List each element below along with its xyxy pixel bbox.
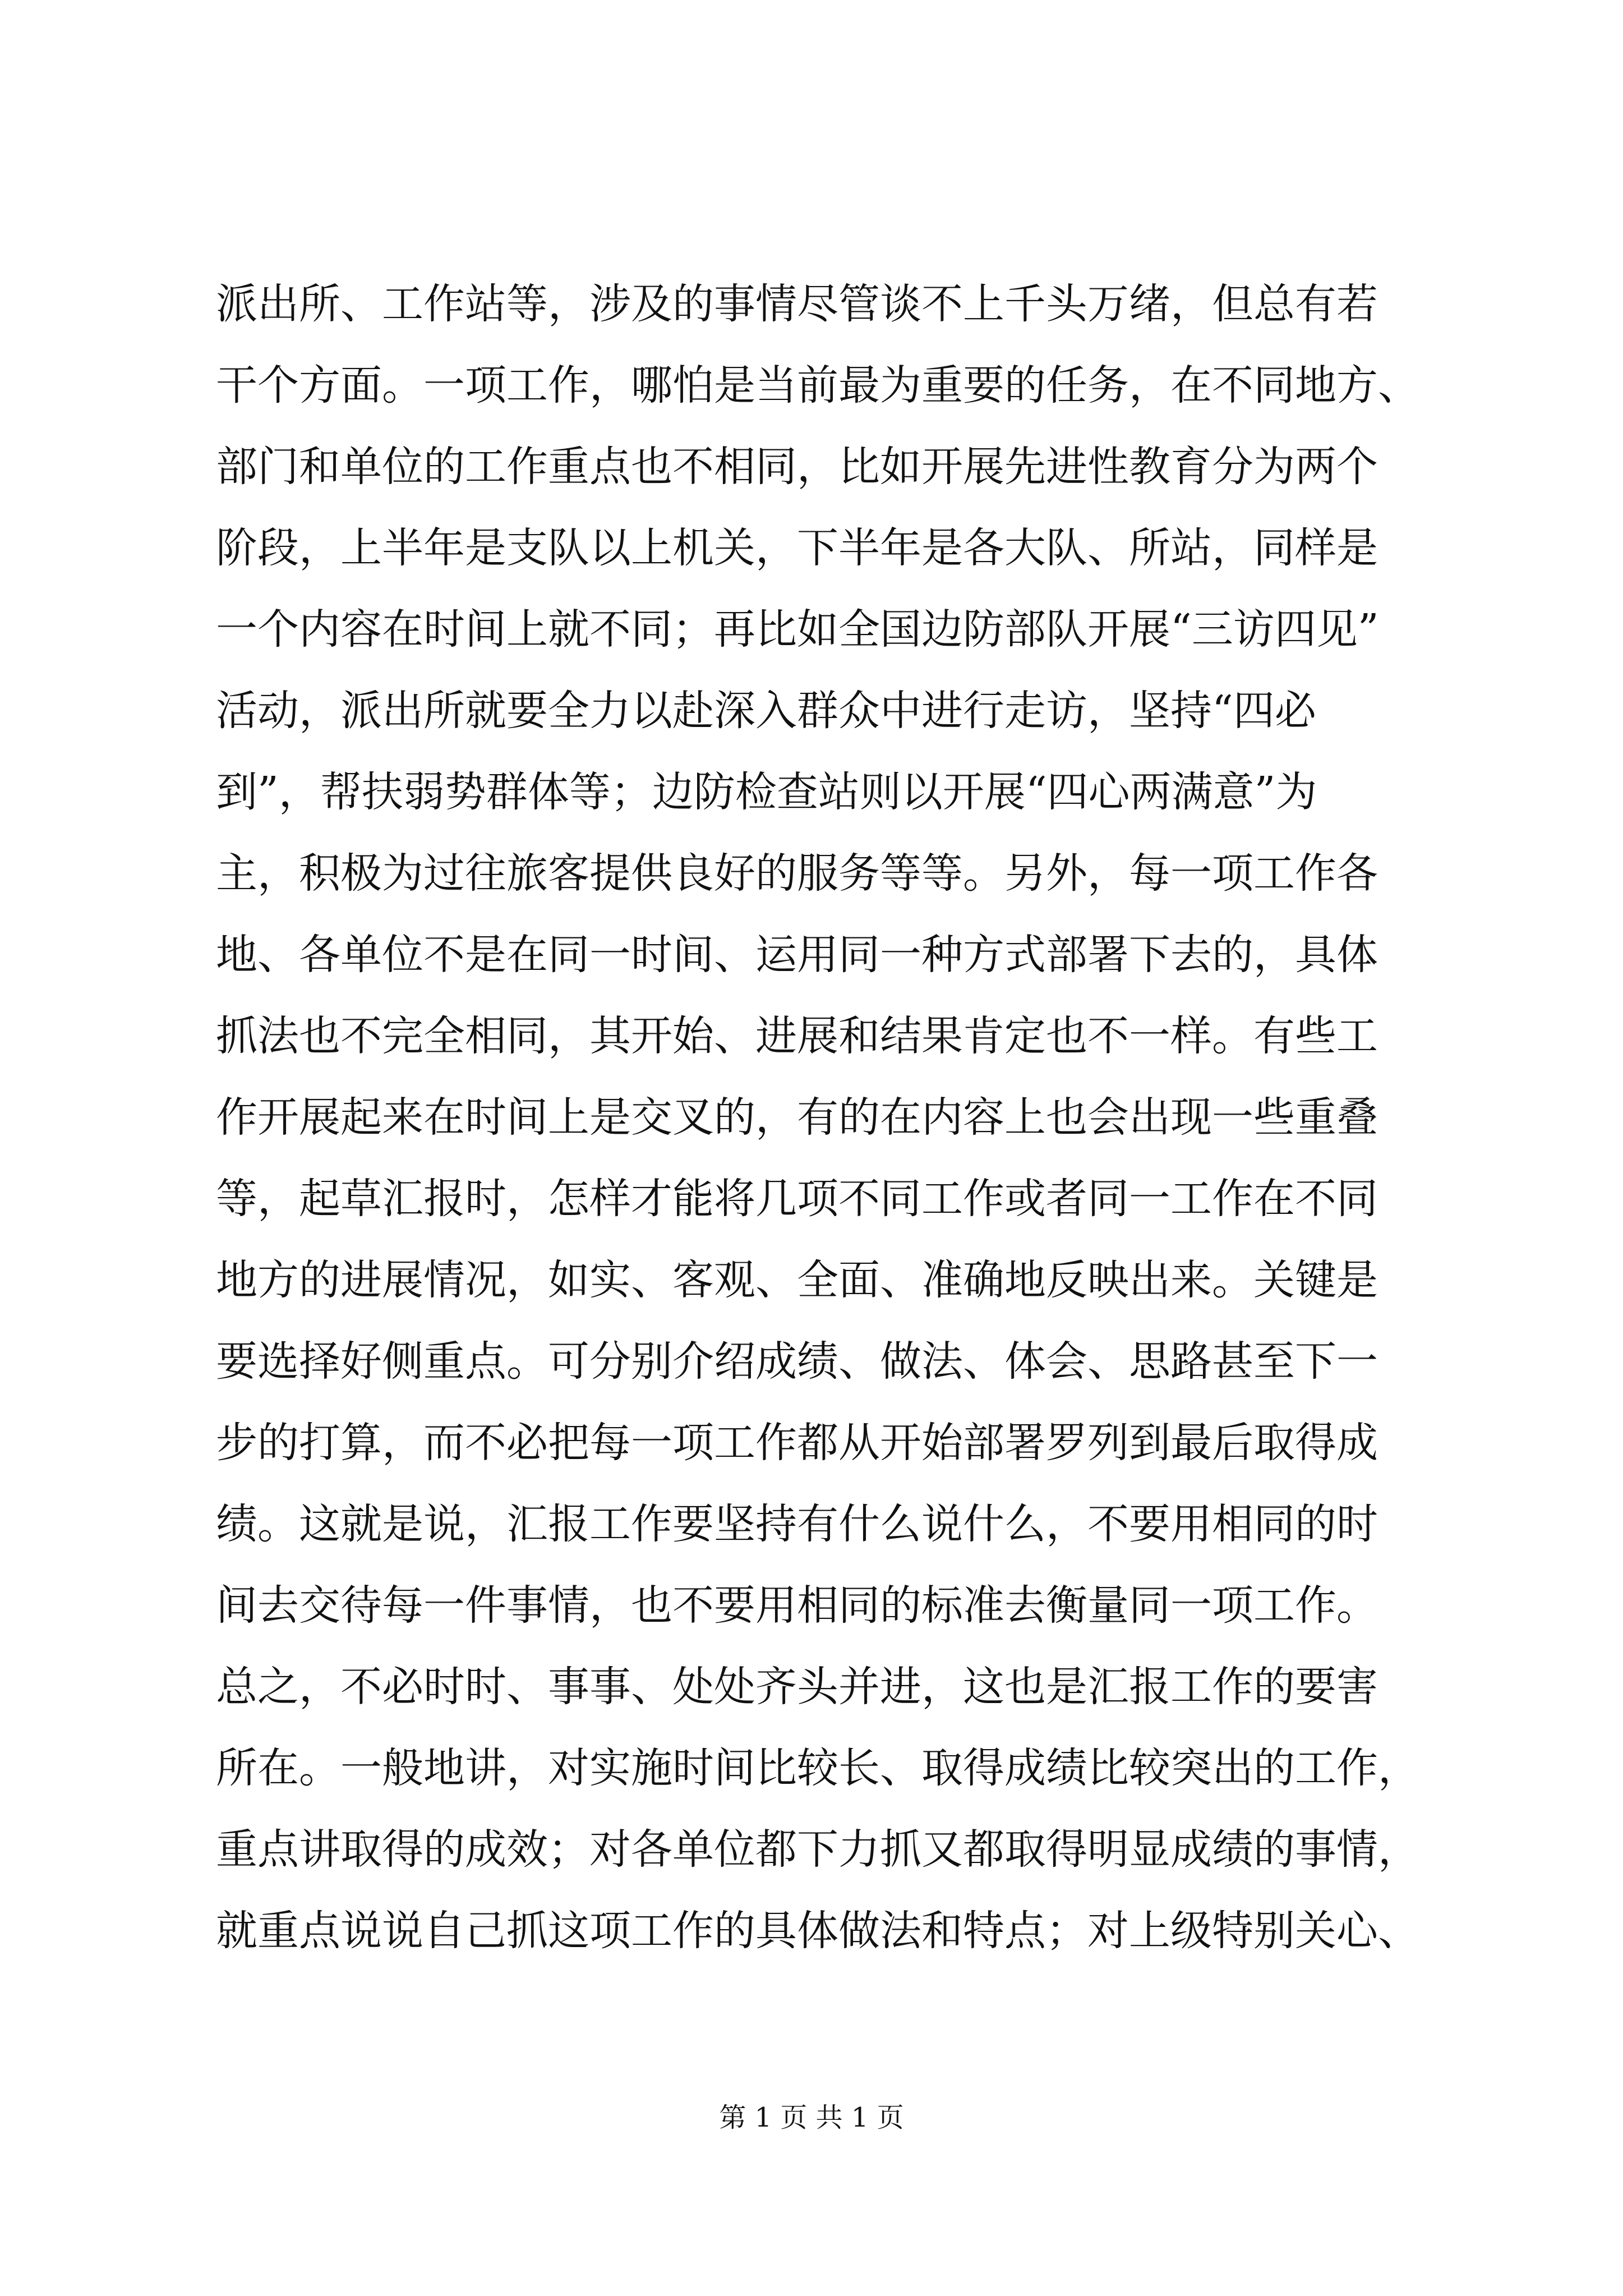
text-line: 部门和单位的工作重点也不相同，比如开展先进性教育分为两个 xyxy=(216,443,1378,491)
text-line: 绩。这就是说，汇报工作要坚持有什么说什么，不要用相同的时 xyxy=(216,1500,1378,1548)
text-line: 重点讲取得的成效；对各单位都下力抓又都取得明显成绩的事情， xyxy=(216,1825,1419,1874)
text-line: 作开展起来在时间上是交叉的，有的在内容上也会出现一些重叠 xyxy=(216,1093,1378,1142)
text-line: 等，起草汇报时，怎样才能将几项不同工作或者同一工作在不同 xyxy=(216,1175,1378,1223)
text-line: 地方的进展情况，如实、客观、全面、准确地反映出来。关键是 xyxy=(216,1256,1378,1304)
text-line: 就重点说说自己抓这项工作的具体做法和特点；对上级特别关心、 xyxy=(216,1907,1419,1955)
text-line: 步的打算，而不必把每一项工作都从开始部署罗列到最后取得成 xyxy=(216,1419,1378,1467)
text-line: 间去交待每一件事情，也不要用相同的标准去衡量同一项工作。 xyxy=(216,1581,1378,1630)
text-line: 活动，派出所就要全力以赴深入群众中进行走访，坚持“四必 xyxy=(216,687,1316,735)
text-line: 干个方面。一项工作，哪怕是当前最为重要的任务，在不同地方、 xyxy=(216,361,1419,409)
body-text xyxy=(216,264,1433,1972)
text-line: 到”，帮扶弱势群体等；边防检查站则以开展“四心两满意”为 xyxy=(216,768,1317,816)
text-line: 一个内容在时间上就不同；再比如全国边防部队开展“三访四见” xyxy=(216,605,1379,654)
page-footer xyxy=(0,2101,1623,2134)
text-line: 派出所、工作站等，涉及的事情尽管谈不上千头万绪，但总有若 xyxy=(216,280,1378,328)
text-line: 要选择好侧重点。可分别介绍成绩、做法、体会、思路甚至下一 xyxy=(216,1337,1378,1386)
page-number-label: 第 1 页 共 1 页 xyxy=(719,2102,904,2133)
text-line: 地、各单位不是在同一时间、运用同一种方式部署下去的，具体 xyxy=(216,931,1378,979)
text-line: 所在。一般地讲，对实施时间比较长、取得成绩比较突出的工作， xyxy=(216,1744,1419,1792)
text-line: 主，积极为过往旅客提供良好的服务等等。另外，每一项工作各 xyxy=(216,849,1378,898)
text-line: 总之，不必时时、事事、处处齐头并进，这也是汇报工作的要害 xyxy=(216,1663,1378,1711)
text-line: 抓法也不完全相同，其开始、进展和结果肯定也不一样。有些工 xyxy=(216,1012,1378,1060)
text-line: 阶段，上半年是支队以上机关，下半年是各大队、所站，同样是 xyxy=(216,524,1378,572)
